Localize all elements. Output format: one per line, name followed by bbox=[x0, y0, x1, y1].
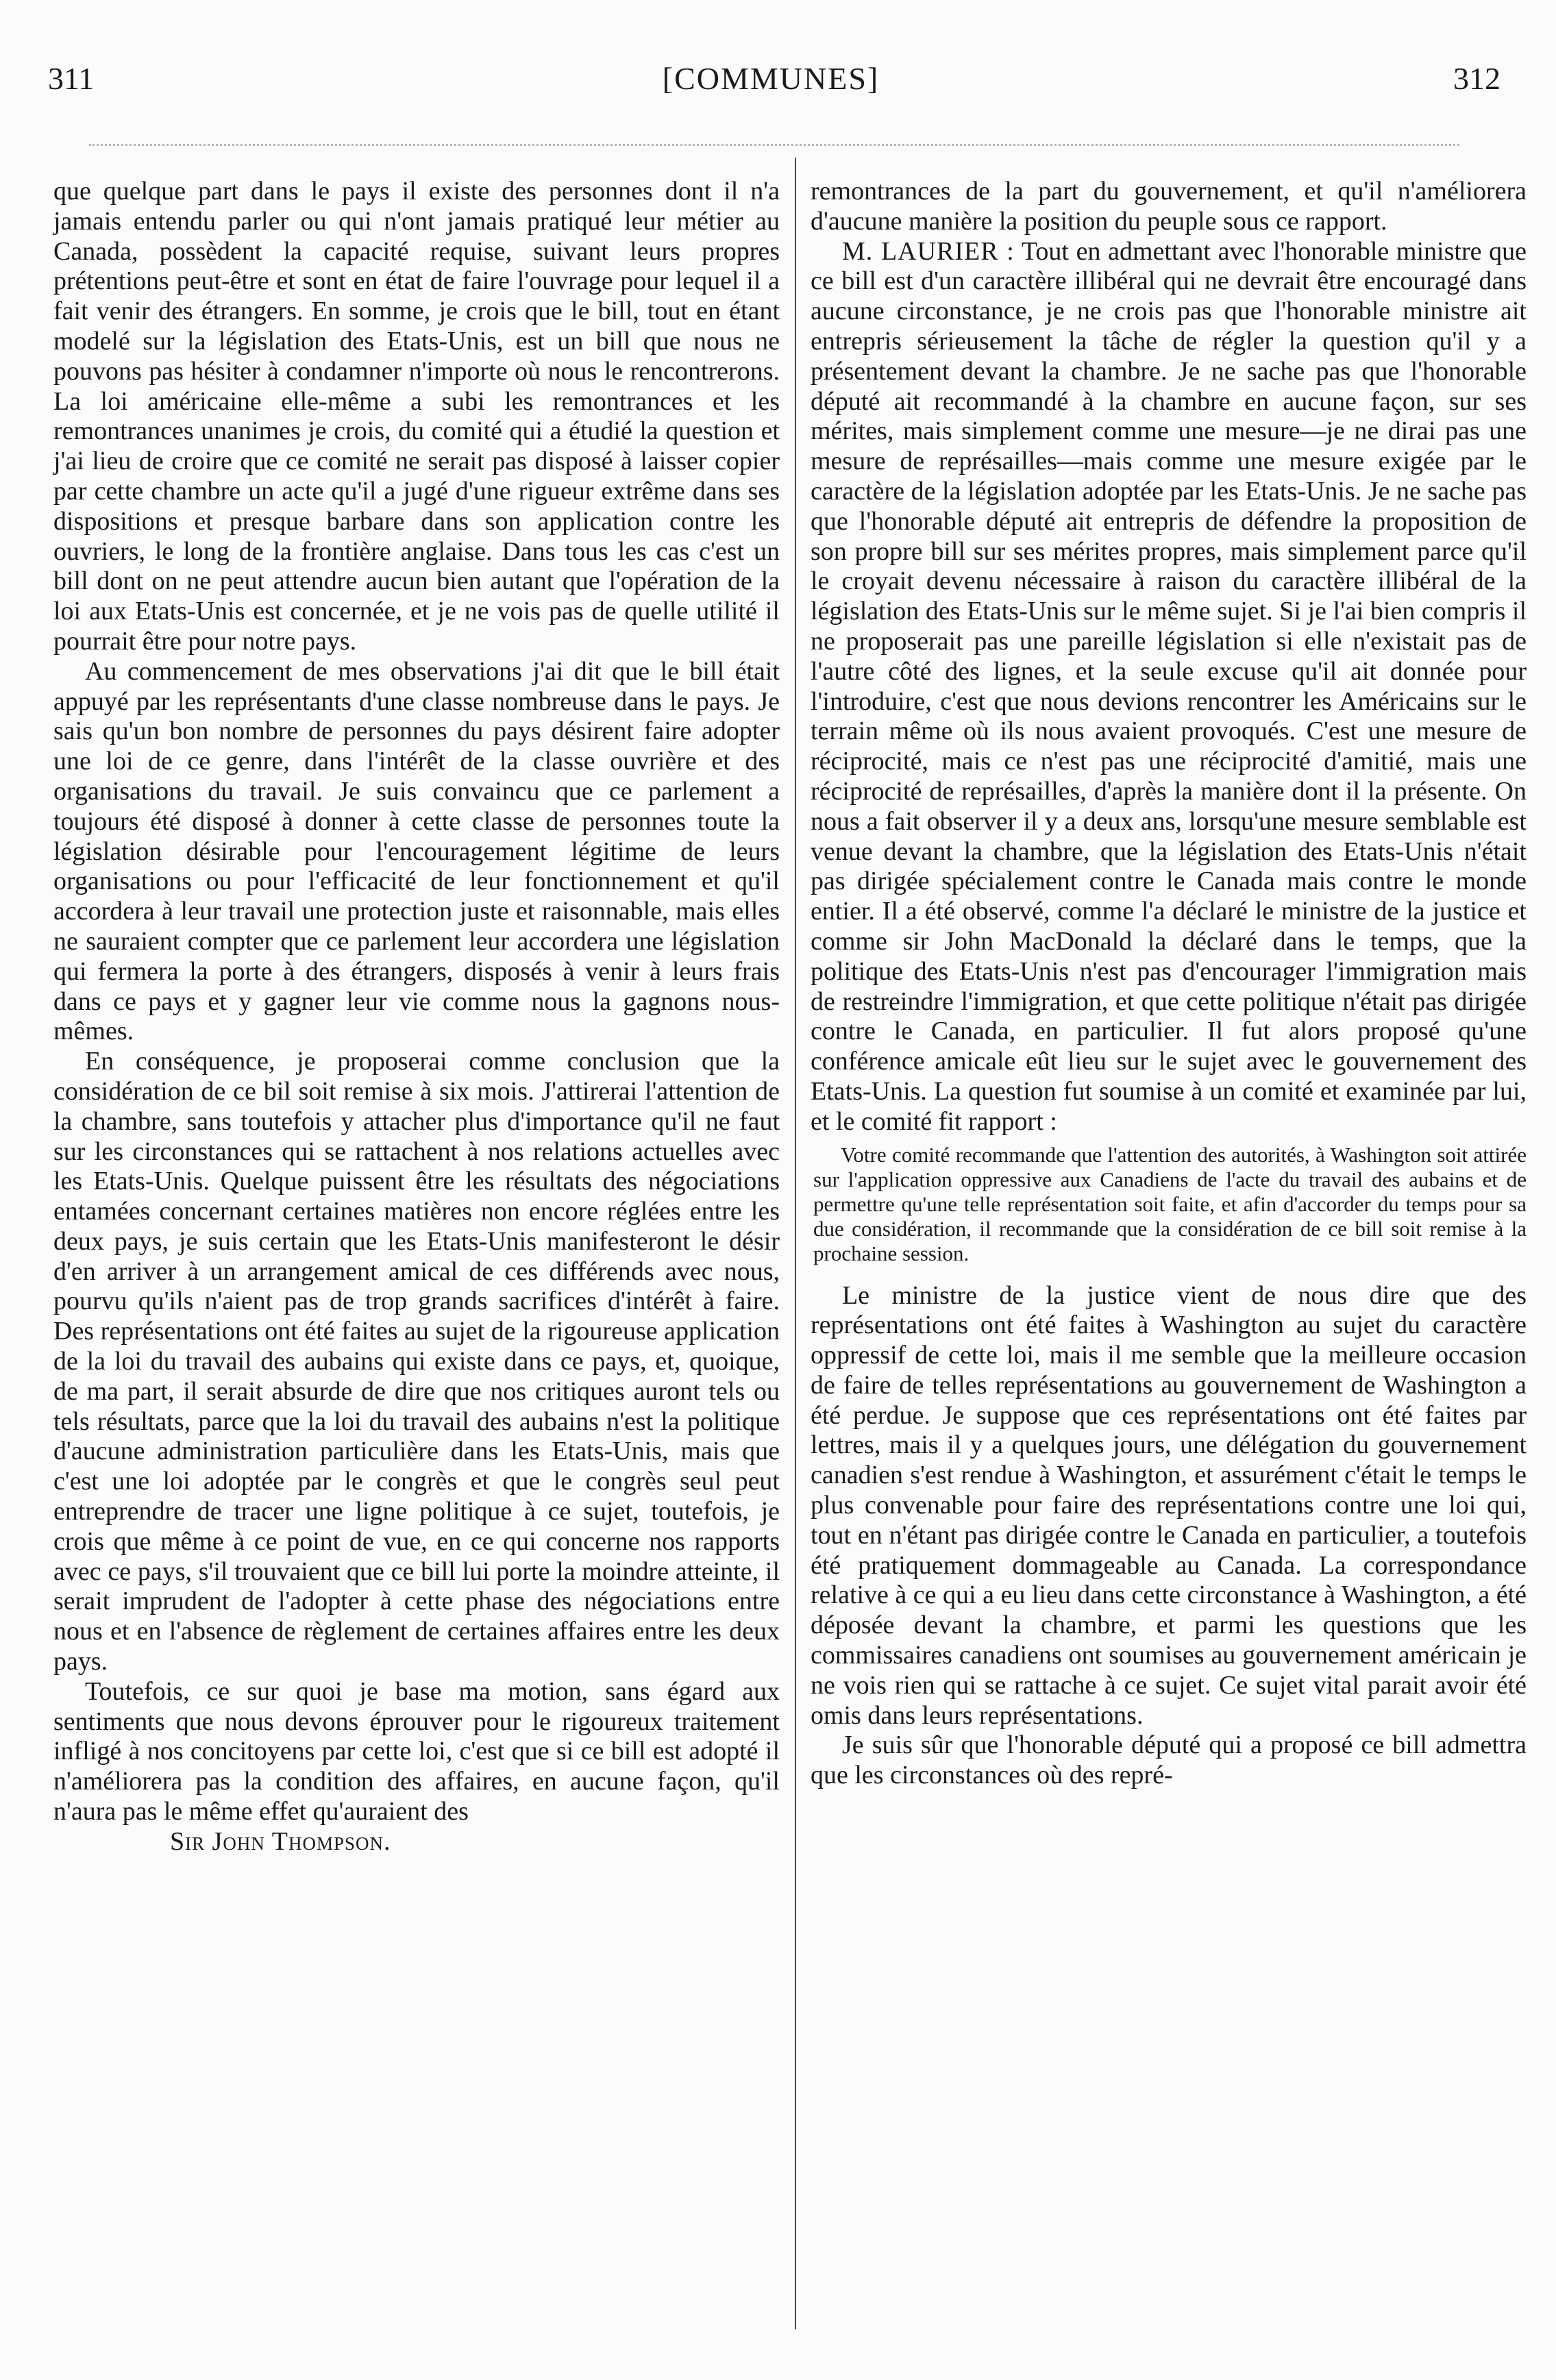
speaker-text: Tout en admettant avec l'honorable ministre que ce bill est d'un caractère illibéral qui ne devrait être encouragé dans aucune circonstance, je ne crois pas que l'honorable ministre ait entrepris sérieusement la tâche de régler la question qu'il y a présentement devant la chambre. Je ne sache pas que l'honorable député ait recommandé à la chambre en aucune façon, sur ses mérites, mais simplement comme une mesure—je ne dirai pas une mesure de représailles—mais comme une mesure exigée par le caractère de la législation adoptée par les Etats-Unis. Je ne sache pas que l'honorable député ait entrepris de défendre la proposition de son propre bill sur ses mérites propres, mais simplement parce qu'il le croyait devenu nécessaire à raison du caractère illibéral de la législation des Etats-Unis sur le même sujet. Si je l'ai bien compris il ne proposerait pas une pareille législation si elle n'existait pas de l'autre côté des lignes, et la seule excuse qu'il ait donnée pour l'introduire, c'est que nous devions rencontrer les Américains sur le terrain même où ils nous avaient provoqués. C'est une mesure de réciprocité, mais ce n'est pas une réciprocité d'amitié, mais une réciprocité de représailles, d'après la manière dont il la présente. On nous a fait observer il y a deux ans, lorsqu'une mesure semblable est venue devant la chambre, que la législation des Etats-Unis n'était pas dirigée spécialement contre le Canada mais contre le monde entier. Il a été observé, comme l'a déclaré le ministre de la justice et comme sir John MacDonald la déclaré dans le temps, que la politique des Etats-Unis n'est pas d'encourager l'immigration mais de restreindre l'immigration, et que cette politique n'était pas dirigée contre le Canada, en particulier. Il fut alors proposé qu'une conférence amicale eût lieu sur le sujet avec le gouvernement des Etats-Unis. La question fut soumise à un comité et examinée par lui, et le comité fit rapport : bbox=[811, 236, 1527, 1136]
left-paragraph-1: que quelque part dans le pays il existe des personnes dont il n'a jamais entendu parler ou qui n'ont jamais pratiqué leur métier au Canada, possèdent la capacité requise, suivant leurs propres prétentions peut-être et sont en état de faire l'ouvrage pour lequel il a fait venir des étrangers. En somme, je crois que le bill, tout en étant modelé sur la législation des Etats-Unis, est un bill que nous ne pouvons pas hésiter à condamner n'importe où nous le rencontrerons. La loi américaine elle-même a subi les remontrances et les remontrances unanimes je crois, du comité qui a étudié la question et j'ai lieu de croire que ce comité ne serait pas disposé à laisser copier par cette chambre un acte qu'il a jugé d'une rigueur extrême dans ses dispositions et presque barbare dans son application contre les ouvriers, le long de la frontière anglaise. Dans tous les cas c'est un bill dont on ne peut attendre aucun bien autant que l'opération de la loi aux Etats-Unis est concernée, et je ne vois pas de quelle utilité il pourrait être pour notre pays. bbox=[53, 177, 780, 656]
left-paragraph-2: Au commencement de mes observations j'ai dit que le bill était appuyé par les représentants d'une classe nombreuse dans le pays. Je sais qu'un bon nombre de personnes du pays désirent faire adopter une loi de ce genre, dans l'intérêt de la classe ouvrière et des organisations du travail. Je suis convaincu que ce parlement a toujours été disposé à donner à cette classe de personnes toute la législation désirable pour l'encouragement légitime de leurs organisations ou pour l'efficacité de leur fonctionnement et qu'il accordera à leur travail une protection juste et raisonnable, mais elles ne sauraient compter que ce parlement leur accordera une législation qui fermera la porte à des étrangers, disposés à venir à leurs frais dans ce pays et y gagner leur vie comme nous la gagnons nous-mêmes. bbox=[53, 656, 780, 1046]
page-title: [COMMUNES] bbox=[662, 61, 880, 96]
right-paragraph-3: Le ministre de la justice vient de nous dire que des représentations ont été faites à Washington au sujet du caractère oppressif de cette loi, mais il me semble que la meilleure occasion de faire de telles représentations au gouvernement de Washington a été perdue. Je suppose que ces représentations ont été faites par lettres, mais il y a quelques jours, une délégation du gouvernement canadien s'est rendue à Washington, et assurément c'était le temps le plus convenable pour faire des représentations contre une loi qui, tout en n'étant pas dirigée contre le Canada en particulier, a toutefois été pratiquement dommageable au Canada. La correspondance relative à ce qui a eu lieu dans cette circonstance à Washington, a été déposée devant la chambre, et parmi les questions que les commissaires canadiens ont soumises au gouvernement américain je ne vois rien qui se rattache à ce sujet. Ce sujet vital parait avoir été omis dans leurs représentations. bbox=[811, 1280, 1527, 1730]
page-header bbox=[41, 60, 1501, 115]
page-number-right: 312 bbox=[1453, 61, 1501, 96]
page-number-left: 311 bbox=[48, 61, 95, 96]
right-paragraph-2 bbox=[811, 237, 1527, 1137]
left-column bbox=[53, 177, 780, 1857]
speaker-name: M. LAURIER : bbox=[842, 236, 1015, 266]
speaker-signoff: Sir John Thompson. bbox=[170, 1826, 391, 1856]
right-paragraph-1: remontrances de la part du gouvernement, et qu'il n'améliorera d'aucune manière la position du peuple sous ce rapport. bbox=[811, 177, 1527, 236]
left-paragraph-4: Toutefois, ce sur quoi je base ma motion, sans égard aux sentiments que nous devons éprouver pour le rigoureux traitement infligé à nos concitoyens par cette loi, c'est que si ce bill est adopté il n'améliorera pas la condition des affaires, en aucune façon, qu'il n'aura pas le même effet qu'auraient des bbox=[53, 1676, 780, 1826]
right-column bbox=[811, 177, 1527, 1791]
committee-quote: Votre comité recommande que l'attention des autorités, à Washington soit attirée sur l'application oppressive aux Canadiens de l'acte du travail des aubains et de permettre qu'une telle représentation soit faite, et afin d'accorder du temps pour sa due considération, il recommande que la considération de ce bill soit remise à la prochaine session. bbox=[813, 1142, 1527, 1265]
header-rule bbox=[89, 144, 1459, 149]
left-paragraph-3: En conséquence, je proposerai comme conclusion que la considération de ce bil soit remise à six mois. J'attirerai l'attention de la chambre, sans toutefois y attacher plus d'importance qu'il ne faut sur les circonstances qui se rattachent à nos relations actuelles avec les Etats-Unis. Quelque puissent être les résultats des négociations entamées concernant certaines matières non encore réglées entre les deux pays, je suis certain que les Etats-Unis manifesteront le désir d'en arriver à un arrangement amical de ces différends avec nous, pourvu qu'ils n'aient pas de trop grands sacrifices d'intérêt à faire. Des représentations ont été faites au sujet de la rigoureuse application de la loi du travail des aubains qui existe dans ce pays, et, quoique, de ma part, il serait absurde de dire que nos critiques auront tels ou tels résultats, parce que la loi du travail des aubains n'est la politique d'aucune administration particulière dans les Etats-Unis, mais que c'est une loi adoptée par le congrès et que le congrès seul peut entreprendre de tracer une ligne politique à ce sujet, toutefois, je crois que même à ce point de vue, en ce qui concerne nos rapports avec ce pays, s'il trouvaient que ce bill lui porte la moindre atteinte, il serait imprudent de l'adopter à cette phase des négociations entre nous et en l'absence de règlement de certaines affaires entre les deux pays. bbox=[53, 1047, 780, 1676]
column-divider bbox=[795, 158, 796, 2329]
right-paragraph-4: Je suis sûr que l'honorable député qui a proposé ce bill admettra que les circonstances où des repré- bbox=[811, 1731, 1527, 1790]
